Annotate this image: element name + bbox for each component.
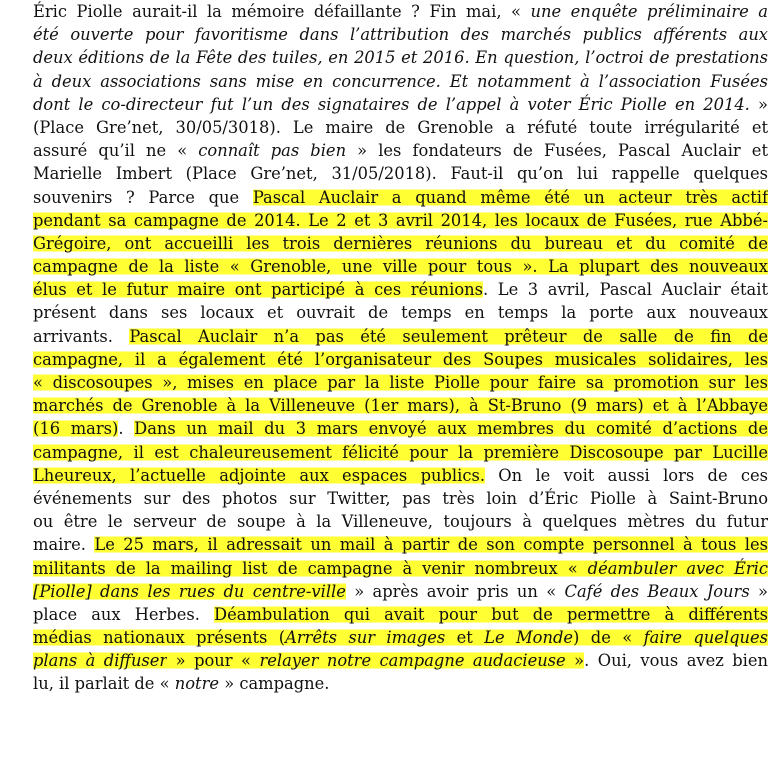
text-line [33,441,768,464]
highlighted-text: Le Monde [484,628,574,648]
highlighted-text: campagne, il a également été l’organisateur des Soupes musicales solidaires, les [33,349,768,369]
text-line [33,672,768,695]
text-segment: connaît pas bien [198,141,347,161]
text-line [33,46,768,69]
text-segment: On le voit aussi lors de ces [485,465,768,485]
text-line [33,255,768,278]
text-segment: à deux associations sans mise en concurrence. Et notamment à l’association Fusées [33,71,768,91]
text-segment: assuré qu’il ne « [33,141,199,161]
highlighted-text: campagne, il est chaleureusement félicité pour la première Discosoupe par Lucille [33,442,768,462]
text-segment: une enquête préliminaire a [530,2,768,21]
highlighted-text: « discosoupes », mises en place par la liste Piolle pour faire sa promotion sur les [33,373,768,392]
highlighted-text: (16 mars) [33,419,119,439]
text-line [33,626,768,649]
text-segment: » [749,581,768,601]
text-line [33,487,768,510]
text-segment: place aux Herbes. [33,604,215,624]
text-line [33,557,768,580]
text-segment: présent dans ses locaux et ouvrait de temps en temps la porte aux nouveaux [33,303,768,323]
text-segment: lu, il parlait de « [33,674,175,694]
text-line [33,464,768,487]
highlighted-text: campagne de la liste « Grenoble, une ville pour tous ». La plupart des nouveaux [33,257,768,277]
highlighted-text: déambuler avec Éric [587,558,768,578]
text-line [33,371,768,394]
highlighted-text: médias nationaux présents ( [33,628,286,648]
text-segment: maire. [33,535,95,555]
text-segment: événements sur des photos sur Twitter, pas très loin d’Éric Piolle à Saint-Bruno [33,488,768,508]
text-line [33,93,768,116]
highlighted-text: relayer notre campagne audacieuse [259,651,566,671]
text-segment: . Oui, vous avez bien [584,651,768,671]
text-line [33,348,768,371]
text-line [33,209,768,232]
highlighted-text: militants de la mailing list de campagne à venir nombreux « [33,558,588,578]
highlighted-text: Pascal Auclair a quand même été un acteur très actif [252,187,768,207]
text-line [33,116,768,139]
highlighted-text: [Piolle] dans les rues du centre-ville [33,581,346,601]
text-segment: notre [174,674,220,694]
text-segment: » les fondateurs de Fusées, Pascal Auclair et [346,141,768,161]
text-segment: Marielle Imbert (Place Gre’net, 31/05/2018). Faut-il qu’on lui rappelle quelques [33,164,768,184]
highlighted-text: faire quelques [643,628,768,648]
text-segment: » après avoir pris un « [345,581,565,601]
text-segment: dont le co-directeur fut l’un des signataires de l’appel à voter Éric Piolle en 2014. [33,94,750,114]
text-segment: . [118,419,135,439]
text-segment: ou être le serveur de soupe à la Villeneuve, toujours à quelques mètres du futur [33,512,768,532]
text-line [33,278,768,301]
text-line [33,580,768,603]
text-segment: . Le 3 avril, Pascal Auclair était [483,280,768,300]
text-segment: » [749,94,768,114]
text-segment: » campagne. [219,674,330,694]
highlighted-text: marchés de Grenoble à la Villeneuve (1er mars), à St-Bruno (9 mars) et à l’Abbaye [33,396,768,416]
highlighted-text: ) de « [573,628,644,648]
highlighted-text: Grégoire, ont accueilli les trois dernières réunions du bureau et du comité de [33,233,768,253]
text-line [33,649,768,672]
highlighted-text: Le 25 mars, il adressait un mail à partir de son compte personnel à tous les [94,535,768,555]
highlighted-text: pendant sa campagne de 2014. Le 2 et 3 avril 2014, les locaux de Fusées, rue Abbé- [33,210,768,230]
text-line [33,510,768,533]
text-line [33,139,768,162]
text-segment: Éric Piolle aurait-il la mémoire défaillante ? Fin mai, « [33,2,531,21]
text-line [33,70,768,93]
text-line [33,232,768,255]
highlighted-text: plans à diffuser [33,651,168,671]
text-line [33,533,768,556]
text-line [33,603,768,626]
highlighted-text: Arrêts sur images [285,628,446,648]
text-segment: arrivants. [33,326,130,346]
highlighted-text: » pour « [167,651,260,671]
highlighted-text: Lheureux, l’actuelle adjointe aux espaces publics. [33,465,485,485]
highlighted-text: Déambulation qui avait pour but de permettre à différents [214,604,768,624]
highlighted-text: élus et le futur maire ont participé à ces réunions [33,280,484,300]
text-line [33,162,768,185]
text-line [33,23,768,46]
text-line [33,394,768,417]
text-line [33,301,768,324]
text-line [33,325,768,348]
text-segment: deux éditions de la Fête des tuiles, en 2015 et 2016. En question, l’octroi de prestations [33,48,768,68]
text-line [33,0,768,23]
document-page [33,0,768,696]
highlighted-text: Pascal Auclair n’a pas été seulement prêteur de salle de fin de [129,326,768,346]
text-line [33,186,768,209]
text-segment: Café des Beaux Jours [564,581,750,601]
highlighted-text: et [445,628,485,648]
text-segment: été ouverte pour favoritisme dans l’attribution des marchés publics afférents aux [33,25,768,45]
text-segment: (Place Gre’net, 30/05/3018). Le maire de Grenoble a réfuté toute irrégularité et [33,117,768,137]
highlighted-text: Dans un mail du 3 mars envoyé aux membres du comité d’actions de [134,419,768,439]
highlighted-text: » [565,651,585,671]
text-segment: souvenirs ? Parce que [33,187,253,207]
text-line [33,417,768,440]
